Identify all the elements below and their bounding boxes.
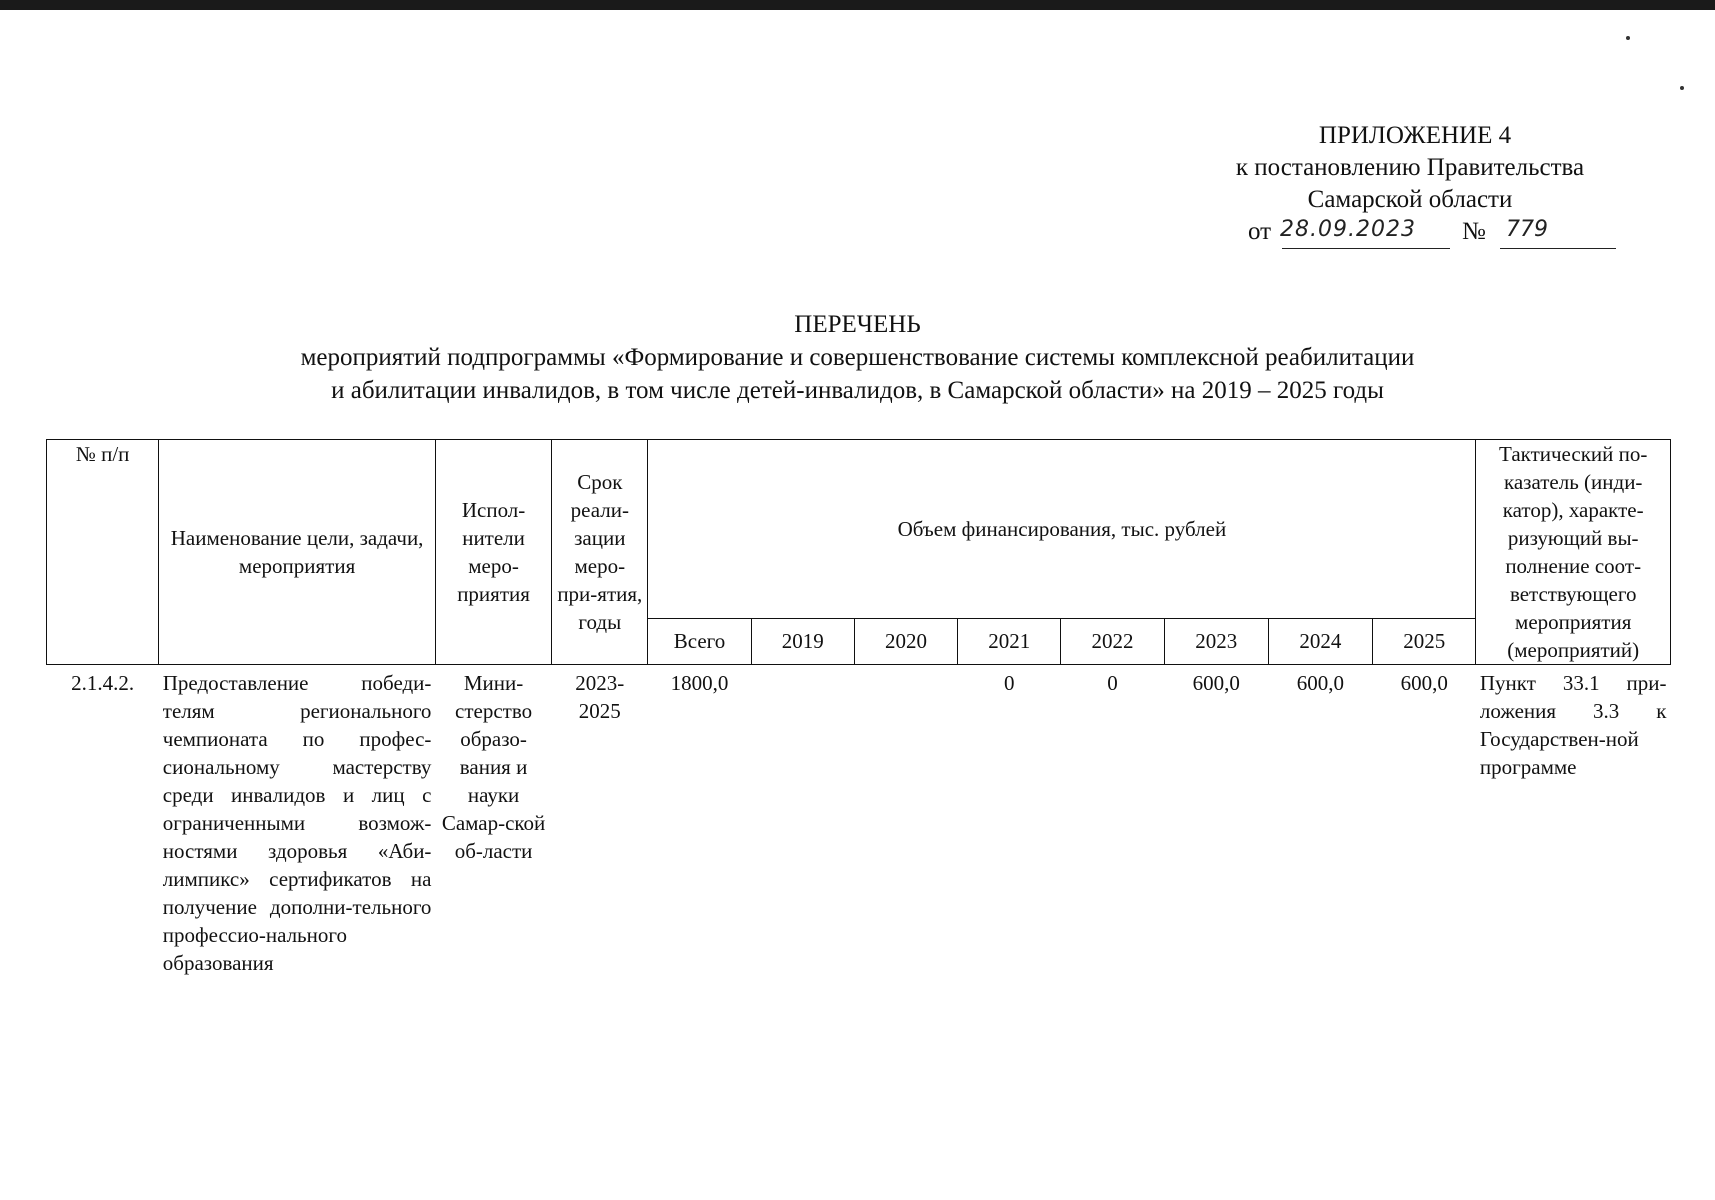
header-2020: 2020	[854, 618, 957, 664]
header-name: Наименование цели, задачи, мероприятия	[159, 440, 436, 665]
header-term: Срок реали-зации меро-при-ятия, годы	[552, 440, 648, 665]
number-underline	[1500, 248, 1616, 249]
header-2024: 2024	[1268, 618, 1372, 664]
row-2022: 0	[1107, 671, 1118, 695]
header-executors: Испол-нители меро-приятия	[435, 440, 551, 665]
handwritten-number: 779	[1506, 217, 1548, 242]
document-title	[0, 308, 1715, 407]
row-total: 1800,0	[670, 671, 729, 695]
row-indicator: Пункт 33.1 при-ложения 3.3 к Государствен-ной программе	[1479, 671, 1667, 779]
title-heading: ПЕРЕЧЕНЬ	[794, 311, 921, 338]
number-label: №	[1462, 218, 1486, 245]
appendix-number: ПРИЛОЖЕНИЕ 4	[1318, 122, 1512, 149]
row-2021: 0	[1003, 671, 1015, 695]
scan-edge	[0, 0, 1715, 10]
table-row	[47, 665, 1671, 978]
measures-table	[46, 439, 1671, 977]
scan-speck	[1680, 86, 1684, 90]
row-2019	[751, 665, 854, 978]
header-2022: 2022	[1061, 618, 1164, 664]
header-funding: Объем финансирования, тыс. рублей	[648, 440, 1476, 619]
header-2019: 2019	[751, 618, 854, 664]
appendix-region-line: Самарской области	[1307, 186, 1513, 213]
header-2021: 2021	[958, 618, 1061, 664]
title-subline-2: и абилитации инвалидов, в том числе детей-инвалидов, в Самарской области» на 2019 – 2025 годы	[331, 377, 1384, 404]
row-2024: 600,0	[1296, 671, 1345, 695]
header-num: № п/п	[47, 440, 159, 665]
row-2025: 600,0	[1400, 671, 1448, 695]
from-label: от	[1248, 218, 1272, 245]
appendix-ref-line: к постановлению Правительства	[1235, 154, 1585, 181]
scan-speck	[1626, 36, 1630, 40]
header-2023: 2023	[1164, 618, 1268, 664]
header-2025: 2025	[1373, 618, 1476, 664]
resolution-date-number	[1200, 216, 1620, 250]
row-executors: Мини-стерство образо-вания и науки Самар-ской об-ласти	[441, 671, 546, 863]
row-2020	[854, 665, 957, 978]
header-total: Всего	[648, 618, 751, 664]
row-2023: 600,0	[1192, 671, 1240, 695]
handwritten-date: 28.09.2023	[1280, 217, 1416, 242]
row-num: 2.1.4.2.	[71, 671, 135, 695]
header-indicator: Тактический по-казатель (инди-катор), характе-ризующий вы-полнение соот-ветствующего мероприятия (мероприятий)	[1476, 440, 1671, 665]
date-underline	[1282, 248, 1450, 249]
row-term: 2023-2025	[575, 671, 625, 723]
appendix-header	[1200, 120, 1620, 250]
row-name: Предоставление победи-телям регионального чемпионата по профес-сиональному мастерству среди инвалидов и лиц с ограниченными возмож-ностями здоровья «Аби-лимпикс» сертификатов на получение дополни-тельного профессио-нального образования	[162, 671, 432, 975]
title-subline-1: мероприятий подпрограммы «Формирование и совершенствование системы комплексной реабилитации	[300, 344, 1415, 371]
